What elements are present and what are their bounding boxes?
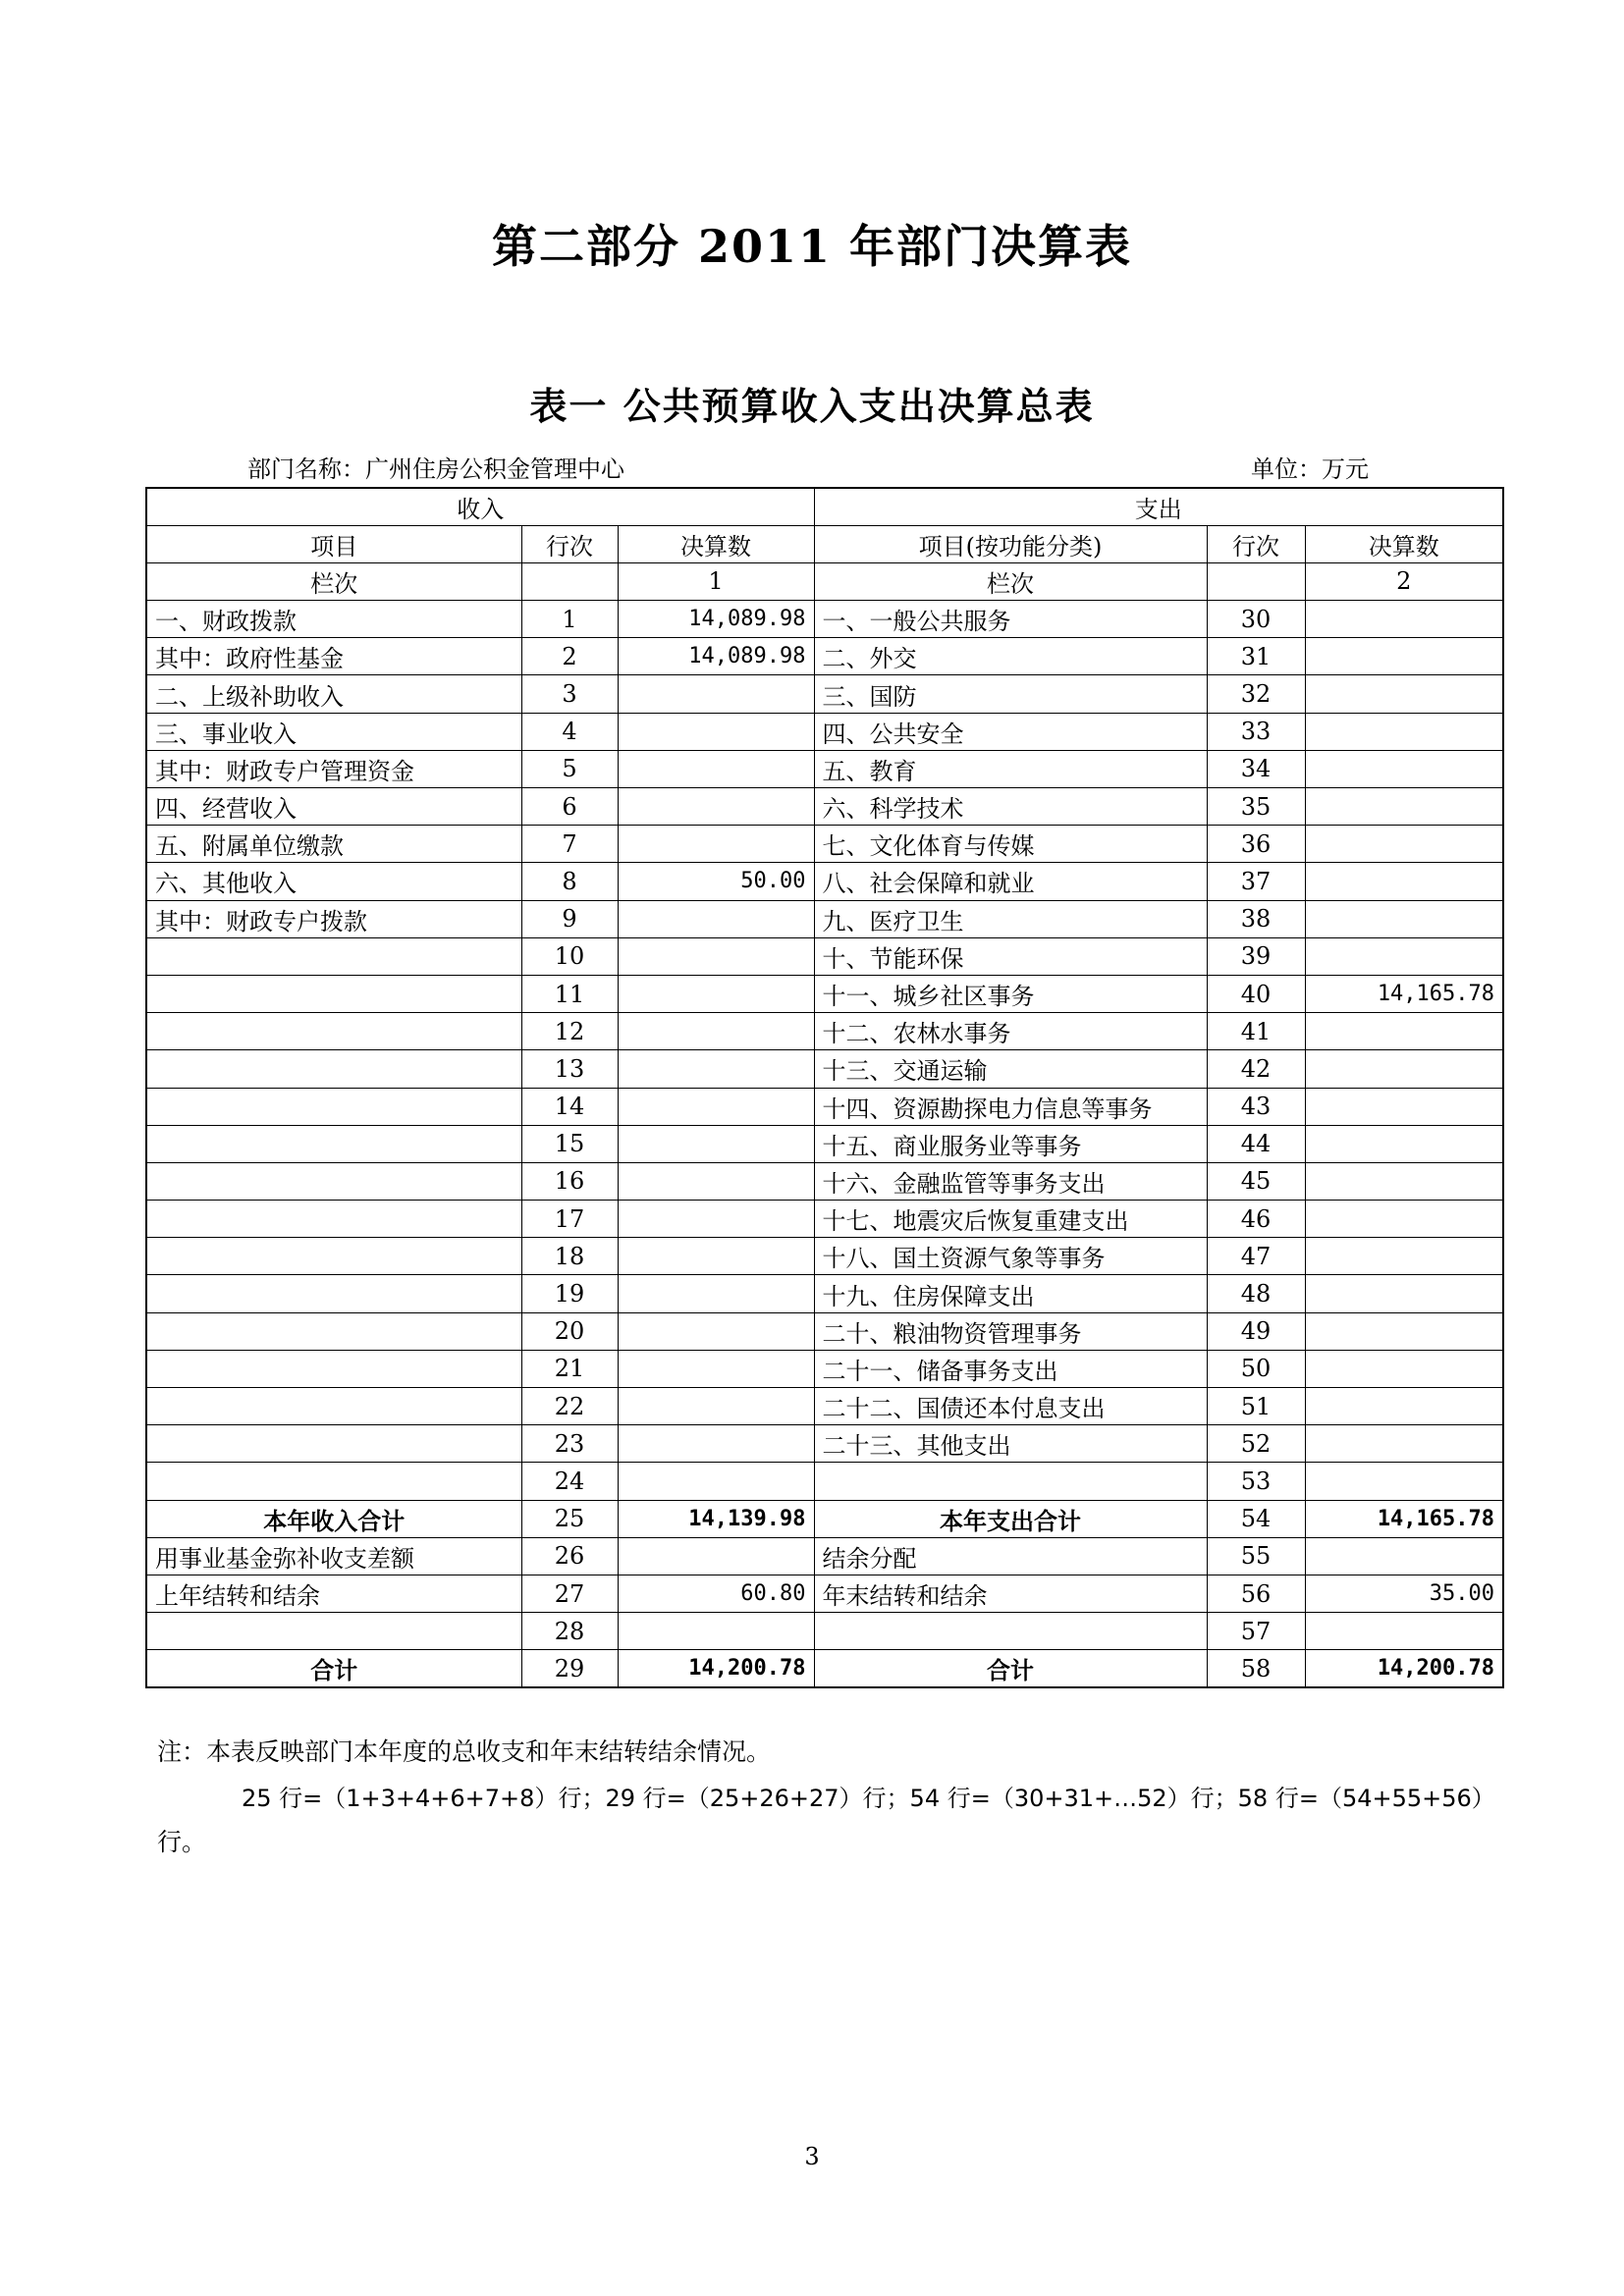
expense-item: 六、科学技术 bbox=[814, 788, 1207, 826]
expense-row-no: 48 bbox=[1207, 1275, 1305, 1312]
table-row bbox=[146, 675, 1503, 713]
table-row bbox=[146, 1613, 1503, 1650]
expense-row-no: 39 bbox=[1207, 937, 1305, 975]
expense-item: 十、节能环保 bbox=[814, 937, 1207, 975]
expense-item: 十五、商业服务业等事务 bbox=[814, 1125, 1207, 1162]
income-item bbox=[146, 1613, 521, 1650]
table-row bbox=[146, 1388, 1503, 1425]
expense-item: 八、社会保障和就业 bbox=[814, 863, 1207, 900]
expense-row-no: 43 bbox=[1207, 1088, 1305, 1125]
income-item: 合计 bbox=[146, 1650, 521, 1687]
expense-item: 二十二、国债还本付息支出 bbox=[814, 1388, 1207, 1425]
expense-amount-header: 决算数 bbox=[1305, 525, 1503, 562]
income-amount bbox=[618, 1088, 814, 1125]
table-row bbox=[146, 1238, 1503, 1275]
expense-amount: 14,165.78 bbox=[1305, 1500, 1503, 1537]
income-amount bbox=[618, 1162, 814, 1200]
expense-amount bbox=[1305, 1201, 1503, 1238]
income-item: 其中：财政专户管理资金 bbox=[146, 750, 521, 787]
header-row-sections bbox=[146, 488, 1503, 525]
expense-row-no: 36 bbox=[1207, 826, 1305, 863]
income-amount bbox=[618, 750, 814, 787]
expense-item: 十三、交通运输 bbox=[814, 1050, 1207, 1088]
income-amount bbox=[618, 1350, 814, 1387]
income-amount bbox=[618, 788, 814, 826]
income-amount: 50.00 bbox=[618, 863, 814, 900]
expense-item bbox=[814, 1463, 1207, 1500]
expense-row-no: 53 bbox=[1207, 1463, 1305, 1500]
expense-row-no: 38 bbox=[1207, 900, 1305, 937]
expense-amount bbox=[1305, 713, 1503, 750]
expense-amount bbox=[1305, 937, 1503, 975]
table-row bbox=[146, 975, 1503, 1012]
expense-row-no: 49 bbox=[1207, 1312, 1305, 1350]
income-item: 五、附属单位缴款 bbox=[146, 826, 521, 863]
page-title: 第二部分 2011 年部门决算表 bbox=[491, 220, 1133, 273]
income-item bbox=[146, 1162, 521, 1200]
table-row bbox=[146, 1050, 1503, 1088]
table-row bbox=[146, 750, 1503, 787]
income-item: 三、事业收入 bbox=[146, 713, 521, 750]
income-item: 上年结转和结余 bbox=[146, 1575, 521, 1612]
income-row-no: 9 bbox=[521, 900, 618, 937]
income-item: 其中：财政专户拨款 bbox=[146, 900, 521, 937]
income-item bbox=[146, 1238, 521, 1275]
income-amount: 60.80 bbox=[618, 1575, 814, 1612]
expense-item: 三、国防 bbox=[814, 675, 1207, 713]
unit-label: 单位：万元 bbox=[1251, 455, 1369, 483]
budget-table bbox=[145, 487, 1504, 1688]
income-amount-header: 决算数 bbox=[618, 525, 814, 562]
expense-item bbox=[814, 1613, 1207, 1650]
income-row-no: 15 bbox=[521, 1125, 618, 1162]
income-amount bbox=[618, 975, 814, 1012]
income-row-no: 26 bbox=[521, 1537, 618, 1575]
expense-amount bbox=[1305, 1425, 1503, 1463]
income-item bbox=[146, 1275, 521, 1312]
expense-amount bbox=[1305, 1613, 1503, 1650]
expense-amount bbox=[1305, 1537, 1503, 1575]
income-row-no: 3 bbox=[521, 675, 618, 713]
table-row bbox=[146, 1275, 1503, 1312]
income-item bbox=[146, 1425, 521, 1463]
income-amount bbox=[618, 713, 814, 750]
expense-row-no: 54 bbox=[1207, 1500, 1305, 1537]
header-row-columns bbox=[146, 525, 1503, 562]
expense-row-no: 41 bbox=[1207, 1013, 1305, 1050]
income-row-no-header: 行次 bbox=[521, 525, 618, 562]
table-row bbox=[146, 1575, 1503, 1612]
expense-item: 五、教育 bbox=[814, 750, 1207, 787]
income-item bbox=[146, 1388, 521, 1425]
income-item bbox=[146, 975, 521, 1012]
expense-row-no: 55 bbox=[1207, 1537, 1305, 1575]
income-amount bbox=[618, 1537, 814, 1575]
expense-amount: 14,200.78 bbox=[1305, 1650, 1503, 1687]
expense-row-no: 44 bbox=[1207, 1125, 1305, 1162]
expense-amount bbox=[1305, 1013, 1503, 1050]
income-row-no: 27 bbox=[521, 1575, 618, 1612]
income-amount bbox=[618, 1013, 814, 1050]
expense-item: 十六、金融监管等事务支出 bbox=[814, 1162, 1207, 1200]
income-item bbox=[146, 1125, 521, 1162]
table-row bbox=[146, 1425, 1503, 1463]
expense-item: 十二、农林水事务 bbox=[814, 1013, 1207, 1050]
table-row bbox=[146, 937, 1503, 975]
income-amount bbox=[618, 1125, 814, 1162]
table-row bbox=[146, 1650, 1503, 1687]
income-row-no: 10 bbox=[521, 937, 618, 975]
expense-item: 本年支出合计 bbox=[814, 1500, 1207, 1537]
expense-item: 二十三、其他支出 bbox=[814, 1425, 1207, 1463]
income-header: 收入 bbox=[146, 488, 814, 525]
expense-amount bbox=[1305, 1050, 1503, 1088]
expense-row-no: 40 bbox=[1207, 975, 1305, 1012]
table-row bbox=[146, 826, 1503, 863]
income-amount: 14,089.98 bbox=[618, 601, 814, 638]
income-amount bbox=[618, 1050, 814, 1088]
expense-item: 十九、住房保障支出 bbox=[814, 1275, 1207, 1312]
expense-amount bbox=[1305, 1125, 1503, 1162]
income-row-no: 7 bbox=[521, 826, 618, 863]
expense-item: 结余分配 bbox=[814, 1537, 1207, 1575]
income-row-no: 28 bbox=[521, 1613, 618, 1650]
expense-row-no: 34 bbox=[1207, 750, 1305, 787]
income-lanci: 栏次 bbox=[146, 562, 521, 600]
income-item bbox=[146, 1088, 521, 1125]
expense-amount: 35.00 bbox=[1305, 1575, 1503, 1612]
income-row-no: 16 bbox=[521, 1162, 618, 1200]
income-row-no: 20 bbox=[521, 1312, 618, 1350]
income-item: 本年收入合计 bbox=[146, 1500, 521, 1537]
expense-amount bbox=[1305, 675, 1503, 713]
income-amount bbox=[618, 1238, 814, 1275]
expense-item: 二十、粮油物资管理事务 bbox=[814, 1312, 1207, 1350]
expense-amount bbox=[1305, 1088, 1503, 1125]
income-row-no: 23 bbox=[521, 1425, 618, 1463]
expense-item: 四、公共安全 bbox=[814, 713, 1207, 750]
income-amount: 14,200.78 bbox=[618, 1650, 814, 1687]
income-amount: 14,139.98 bbox=[618, 1500, 814, 1537]
income-amount bbox=[618, 1275, 814, 1312]
expense-amount bbox=[1305, 788, 1503, 826]
expense-item-header: 项目(按功能分类) bbox=[814, 525, 1207, 562]
table-row bbox=[146, 1350, 1503, 1387]
income-amount bbox=[618, 1388, 814, 1425]
income-row-no: 5 bbox=[521, 750, 618, 787]
note-line-2: 25 行=（1+3+4+6+7+8）行；29 行=（25+26+27）行；54 行=（30+31+…52）行；58 行=（54+55+56） bbox=[242, 1785, 1495, 1812]
income-item: 一、财政拨款 bbox=[146, 601, 521, 638]
expense-amount bbox=[1305, 750, 1503, 787]
table-row bbox=[146, 788, 1503, 826]
expense-row-no: 45 bbox=[1207, 1162, 1305, 1200]
table-row bbox=[146, 713, 1503, 750]
income-row-no: 4 bbox=[521, 713, 618, 750]
income-item-header: 项目 bbox=[146, 525, 521, 562]
table-row bbox=[146, 1162, 1503, 1200]
income-amount bbox=[618, 1201, 814, 1238]
expense-row-no: 47 bbox=[1207, 1238, 1305, 1275]
col-number-2: 2 bbox=[1305, 562, 1503, 600]
expense-item: 二十一、储备事务支出 bbox=[814, 1350, 1207, 1387]
income-amount bbox=[618, 937, 814, 975]
income-item bbox=[146, 1013, 521, 1050]
expense-row-no: 56 bbox=[1207, 1575, 1305, 1612]
income-row-no: 6 bbox=[521, 788, 618, 826]
empty-cell bbox=[521, 562, 618, 600]
expense-amount bbox=[1305, 1463, 1503, 1500]
header-row-lanci bbox=[146, 562, 1503, 600]
income-row-no: 1 bbox=[521, 601, 618, 638]
expense-item: 九、医疗卫生 bbox=[814, 900, 1207, 937]
expense-item: 十四、资源勘探电力信息等事务 bbox=[814, 1088, 1207, 1125]
expense-amount bbox=[1305, 601, 1503, 638]
expense-row-no: 58 bbox=[1207, 1650, 1305, 1687]
income-amount bbox=[618, 900, 814, 937]
income-item: 六、其他收入 bbox=[146, 863, 521, 900]
expense-item: 十一、城乡社区事务 bbox=[814, 975, 1207, 1012]
expense-amount bbox=[1305, 1350, 1503, 1387]
expense-amount bbox=[1305, 1275, 1503, 1312]
table-row bbox=[146, 863, 1503, 900]
income-amount bbox=[618, 1425, 814, 1463]
expense-row-no: 30 bbox=[1207, 601, 1305, 638]
expense-item: 合计 bbox=[814, 1650, 1207, 1687]
income-row-no: 12 bbox=[521, 1013, 618, 1050]
income-item bbox=[146, 1201, 521, 1238]
table-row bbox=[146, 1125, 1503, 1162]
expense-amount bbox=[1305, 1238, 1503, 1275]
income-amount bbox=[618, 1463, 814, 1500]
expense-row-no: 46 bbox=[1207, 1201, 1305, 1238]
income-row-no: 21 bbox=[521, 1350, 618, 1387]
expense-amount bbox=[1305, 638, 1503, 675]
expense-item: 十七、地震灾后恢复重建支出 bbox=[814, 1201, 1207, 1238]
income-item: 四、经营收入 bbox=[146, 788, 521, 826]
department-name: 部门名称：广州住房公积金管理中心 bbox=[247, 455, 624, 483]
expense-amount bbox=[1305, 863, 1503, 900]
income-row-no: 14 bbox=[521, 1088, 618, 1125]
income-item bbox=[146, 1350, 521, 1387]
table-row bbox=[146, 1013, 1503, 1050]
income-row-no: 11 bbox=[521, 975, 618, 1012]
expense-item: 年末结转和结余 bbox=[814, 1575, 1207, 1612]
income-item: 其中：政府性基金 bbox=[146, 638, 521, 675]
expense-amount bbox=[1305, 900, 1503, 937]
table-row bbox=[146, 601, 1503, 638]
income-item bbox=[146, 1050, 521, 1088]
income-row-no: 24 bbox=[521, 1463, 618, 1500]
expense-amount bbox=[1305, 1162, 1503, 1200]
income-row-no: 29 bbox=[521, 1650, 618, 1687]
income-amount bbox=[618, 826, 814, 863]
income-row-no: 25 bbox=[521, 1500, 618, 1537]
expense-row-no-header: 行次 bbox=[1207, 525, 1305, 562]
table-row bbox=[146, 1312, 1503, 1350]
expense-row-no: 51 bbox=[1207, 1388, 1305, 1425]
income-row-no: 19 bbox=[521, 1275, 618, 1312]
table-row bbox=[146, 900, 1503, 937]
income-item bbox=[146, 1463, 521, 1500]
income-item bbox=[146, 937, 521, 975]
table-row bbox=[146, 1537, 1503, 1575]
table-row bbox=[146, 638, 1503, 675]
income-row-no: 2 bbox=[521, 638, 618, 675]
expense-lanci: 栏次 bbox=[814, 562, 1207, 600]
expense-row-no: 31 bbox=[1207, 638, 1305, 675]
expense-row-no: 37 bbox=[1207, 863, 1305, 900]
income-item: 用事业基金弥补收支差额 bbox=[146, 1537, 521, 1575]
table-row bbox=[146, 1088, 1503, 1125]
expense-row-no: 57 bbox=[1207, 1613, 1305, 1650]
page-number: 3 bbox=[804, 2143, 820, 2170]
table-title: 表一 公共预算收入支出决算总表 bbox=[529, 384, 1095, 428]
income-row-no: 17 bbox=[521, 1201, 618, 1238]
income-amount bbox=[618, 1312, 814, 1350]
empty-cell bbox=[1207, 562, 1305, 600]
expense-amount bbox=[1305, 1388, 1503, 1425]
income-row-no: 18 bbox=[521, 1238, 618, 1275]
expense-row-no: 32 bbox=[1207, 675, 1305, 713]
expense-amount bbox=[1305, 1312, 1503, 1350]
income-row-no: 8 bbox=[521, 863, 618, 900]
expense-amount bbox=[1305, 826, 1503, 863]
note-line-1: 注：本表反映部门本年度的总收支和年末结转结余情况。 bbox=[157, 1737, 772, 1766]
income-item bbox=[146, 1312, 521, 1350]
note-line-3: 行。 bbox=[157, 1828, 207, 1856]
expense-item: 一、一般公共服务 bbox=[814, 601, 1207, 638]
table-row bbox=[146, 1463, 1503, 1500]
income-amount bbox=[618, 1613, 814, 1650]
expense-row-no: 42 bbox=[1207, 1050, 1305, 1088]
col-number-1: 1 bbox=[618, 562, 814, 600]
income-amount: 14,089.98 bbox=[618, 638, 814, 675]
expense-row-no: 50 bbox=[1207, 1350, 1305, 1387]
income-amount bbox=[618, 675, 814, 713]
expense-row-no: 52 bbox=[1207, 1425, 1305, 1463]
expense-item: 七、文化体育与传媒 bbox=[814, 826, 1207, 863]
income-row-no: 13 bbox=[521, 1050, 618, 1088]
income-item: 二、上级补助收入 bbox=[146, 675, 521, 713]
table-row bbox=[146, 1500, 1503, 1537]
expense-item: 二、外交 bbox=[814, 638, 1207, 675]
income-row-no: 22 bbox=[521, 1388, 618, 1425]
table-row bbox=[146, 1201, 1503, 1238]
expense-amount: 14,165.78 bbox=[1305, 975, 1503, 1012]
expense-row-no: 35 bbox=[1207, 788, 1305, 826]
expense-header: 支出 bbox=[814, 488, 1503, 525]
expense-item: 十八、国土资源气象等事务 bbox=[814, 1238, 1207, 1275]
expense-row-no: 33 bbox=[1207, 713, 1305, 750]
